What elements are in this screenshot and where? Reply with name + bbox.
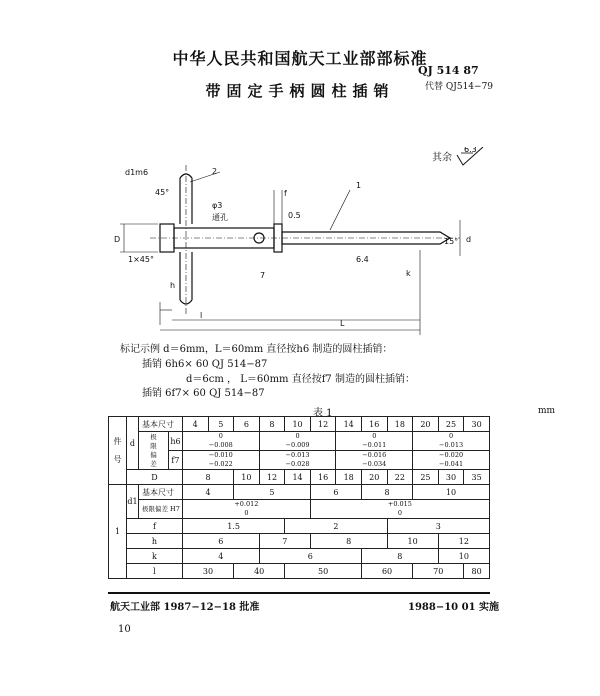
table-row <box>109 564 490 579</box>
d1-base-value: 8 <box>361 485 412 500</box>
k-value: 4 <box>182 549 259 564</box>
standard-code: QJ 514 87 <box>418 64 479 77</box>
d1-tol-1: +0.012 0 <box>182 500 310 519</box>
h-value: 7 <box>259 534 310 549</box>
table-title: 表 1 <box>313 408 333 419</box>
l-value: 30 <box>182 564 233 579</box>
d-size-12: 12 <box>310 417 336 432</box>
d-size-25: 25 <box>438 417 464 432</box>
limit-deviation-label: 极 限 偏 差 <box>138 432 168 470</box>
note-line-2: 插销 6h6× 60 QJ 514−87 <box>142 359 268 370</box>
D-value: 22 <box>387 470 413 485</box>
pin-drawing <box>100 160 500 335</box>
d-size-14: 14 <box>336 417 362 432</box>
label-D: D <box>114 235 121 244</box>
d-size-30: 30 <box>464 417 490 432</box>
k-value: 8 <box>361 549 438 564</box>
label-chamfer-left: 1×45° <box>128 255 154 264</box>
d-size-10: 10 <box>285 417 311 432</box>
label-through-hole: 通孔 <box>212 213 228 222</box>
h6-tol-1: 0 −0.008 <box>182 432 259 451</box>
d1-base-value: 4 <box>182 485 233 500</box>
label-d1m6: d1m6 <box>125 168 149 177</box>
l-value: 60 <box>361 564 412 579</box>
l-value: 40 <box>234 564 285 579</box>
d1-base-value: 5 <box>234 485 311 500</box>
table-row <box>109 534 490 549</box>
table-row <box>109 485 490 500</box>
d-size-18: 18 <box>387 417 413 432</box>
D-value: 8 <box>182 470 233 485</box>
label-k: k <box>406 269 411 278</box>
note-line-4: 插销 6f7× 60 QJ 514−87 <box>142 388 265 399</box>
k-value: 6 <box>259 549 361 564</box>
d1-label: d1 <box>126 485 138 519</box>
d1-base-value: 6 <box>310 485 361 500</box>
label-l: l <box>200 311 203 320</box>
d-size-4: 4 <box>182 417 208 432</box>
f-label: f <box>126 519 182 534</box>
label-phi3: φ3 <box>212 201 223 210</box>
d-size-16: 16 <box>361 417 387 432</box>
f7-tol-4: −0.020 −0.041 <box>413 451 490 470</box>
D-value: 14 <box>285 470 311 485</box>
l-value: 80 <box>464 564 490 579</box>
label-r64: 6.4 <box>356 255 369 264</box>
label-d: d <box>466 235 472 244</box>
d1-base-size-label: 基本尺寸 <box>138 485 182 500</box>
h-value: 8 <box>310 534 387 549</box>
d-size-20: 20 <box>413 417 439 432</box>
table-row <box>109 519 490 534</box>
d1-base-value: 10 <box>413 485 490 500</box>
footer-effective: 1988−10 01 实施 <box>408 602 500 613</box>
D-value: 30 <box>438 470 464 485</box>
l-value: 50 <box>285 564 362 579</box>
k-value: 10 <box>438 549 489 564</box>
part-number-header: 件 号 <box>109 417 127 485</box>
table-row <box>109 417 490 432</box>
D-value: 10 <box>234 470 260 485</box>
table-unit: mm <box>538 406 556 416</box>
h-value: 10 <box>387 534 438 549</box>
D-value: 18 <box>336 470 362 485</box>
h-value: 6 <box>182 534 259 549</box>
D-value: 20 <box>361 470 387 485</box>
d-size-6: 6 <box>234 417 260 432</box>
D-value: 35 <box>464 470 490 485</box>
label-item-2: 2 <box>212 167 218 176</box>
f7-tol-3: −0.016 −0.034 <box>336 451 413 470</box>
label-item-1: 1 <box>356 181 362 190</box>
label-f: f <box>284 189 287 198</box>
note-line-1: 标记示例 d＝6mm，L＝60mm 直径按h6 制造的圆柱插销： <box>120 344 393 355</box>
page-number: 10 <box>118 624 131 635</box>
h6-tol-2: 0 −0.009 <box>259 432 336 451</box>
d-size-8: 8 <box>259 417 285 432</box>
note-line-3: d＝6cm ， L＝60mm 直径按f7 制造的圆柱插销： <box>186 374 415 385</box>
D-value: 16 <box>310 470 336 485</box>
f7-tol-1: −0.010 −0.022 <box>182 451 259 470</box>
table-row <box>109 549 490 564</box>
dimension-table <box>108 416 490 579</box>
label-chamfer-top: 45° <box>155 188 170 197</box>
D-value: 25 <box>413 470 439 485</box>
table-row <box>109 432 490 451</box>
table-row <box>109 500 490 519</box>
l-value: 70 <box>413 564 464 579</box>
label-7: 7 <box>260 271 266 280</box>
roughness-value: 6.3 <box>464 147 477 154</box>
d1-tol-2: +0.015 0 <box>310 500 489 519</box>
label-L: L <box>340 319 345 328</box>
standard-org-title: 中华人民共和国航天工业部部标准 <box>172 49 428 68</box>
roughness-label: 其余 <box>432 152 452 164</box>
h-label: h <box>126 534 182 549</box>
D-value: 12 <box>259 470 285 485</box>
f-value: 1.5 <box>182 519 284 534</box>
label-15deg: 15° <box>444 237 459 246</box>
d-base-size-label: 基本尺寸 <box>138 417 182 432</box>
f-value: 2 <box>285 519 387 534</box>
h6-tol-3: 0 −0.011 <box>336 432 413 451</box>
h-value: 12 <box>438 534 489 549</box>
k-label: k <box>126 549 182 564</box>
footer-approval: 航天工业部 1987−12−18 批准 <box>110 602 260 613</box>
replaces-note: 代替 QJ514−79 <box>425 82 494 92</box>
item-1-label: 1 <box>109 485 127 579</box>
f7-tol-2: −0.013 −0.028 <box>259 451 336 470</box>
f7-label: f7 <box>168 451 182 470</box>
table-row <box>109 470 490 485</box>
l-label: l <box>126 564 182 579</box>
h6-tol-4: 0 −0.013 <box>413 432 490 451</box>
d-label: d <box>126 417 138 470</box>
document-title: 带固定手柄圆柱插销 <box>205 82 395 100</box>
label-r05: 0.5 <box>288 211 301 220</box>
D-label: D <box>126 470 182 485</box>
label-h: h <box>170 281 176 290</box>
d1-tol-label: 极限偏差 H7 <box>138 500 182 519</box>
h6-label: h6 <box>168 432 182 451</box>
d-size-5: 5 <box>208 417 234 432</box>
f-value: 3 <box>387 519 489 534</box>
footer-divider <box>108 592 490 594</box>
